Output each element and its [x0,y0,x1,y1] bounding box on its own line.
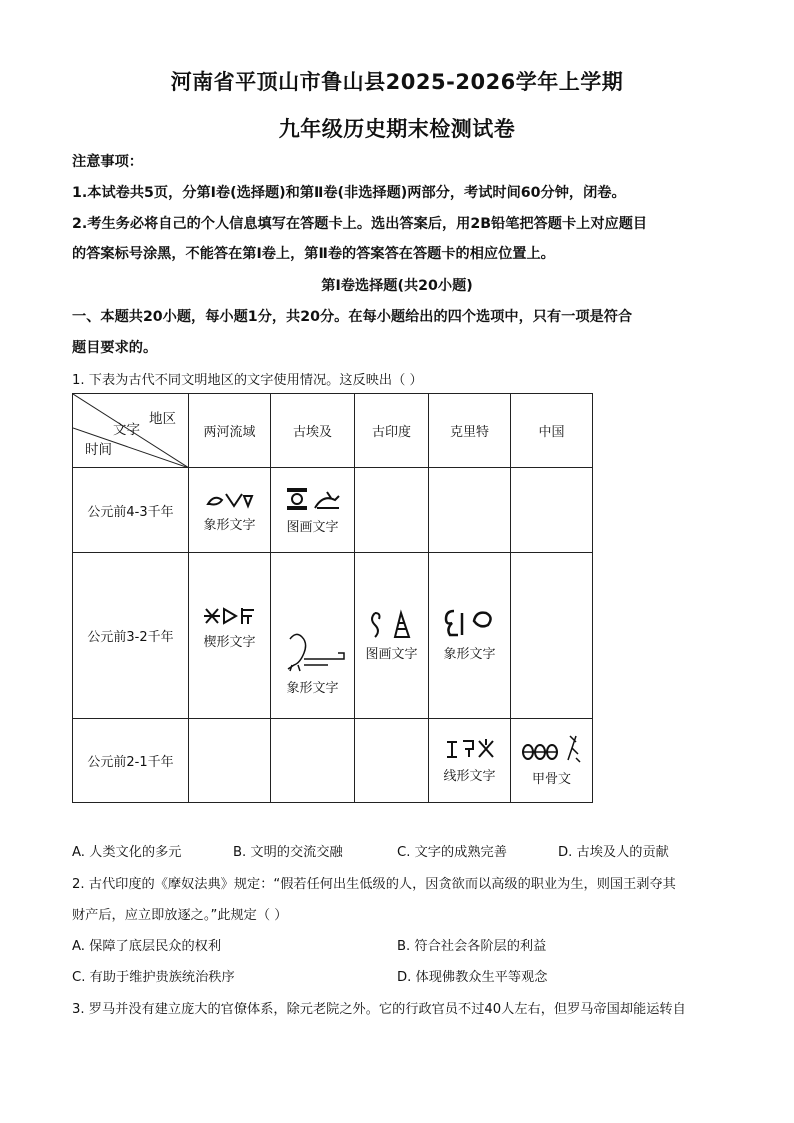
table-corner-cell [73,394,189,468]
q1-option-c: C. 文字的成熟完善 [397,845,507,860]
indus-picture-glyph-icon [367,609,417,639]
q2-option-a: A. 保障了底层民众的权利 [72,939,222,954]
q2-option-c: C. 有助于维护贵族统治秩序 [72,970,235,985]
script-cell [429,719,511,803]
q1-option-d: D. 古埃及人的贡献 [558,845,669,860]
exam-title-line2: 九年级历史期末检测试卷 [278,117,516,141]
period-cell: 公元前4-3千年 [73,468,189,553]
script-label: 甲骨文 [531,772,571,787]
region-header: 中国 [511,394,593,468]
q3-stem-line1: 3. 罗马并没有建立庞大的官僚体系，除元老院之外。它的行政官员不过40人左右，但罗马帝国却能运转自 [72,1002,686,1017]
script-label: 图画文字 [365,647,418,662]
corner-label-time: 时间 [85,442,112,458]
script-cell [189,553,271,719]
empty-cell [511,553,593,719]
script-label: 象形文字 [203,517,256,533]
q1-option-b: B. 文明的交流交融 [233,845,343,860]
script-label: 象形文字 [443,647,496,662]
q2-option-d: D. 体现佛教众生平等观念 [397,970,548,985]
linear-script-glyph-icon [443,737,497,761]
period-cell: 公元前3-2千年 [73,553,189,719]
empty-cell [355,468,429,553]
region-header: 两河流域 [189,394,271,468]
oracle-bone-glyph-icon [520,734,584,764]
script-label: 象形文字 [286,681,339,696]
empty-cell [355,719,429,803]
egyptian-picture-glyph-icon [283,486,343,512]
region-header: 克里特 [429,394,511,468]
region-header: 古埃及 [271,394,355,468]
q2-stem-line2: 财产后，应立即放逐之。”此规定（ ） [72,908,288,923]
script-label: 楔形文字 [203,635,256,650]
pictograph-glyph-icon [204,488,256,510]
empty-cell [189,719,271,803]
notice-heading: 注意事项： [72,154,143,170]
q1-script-table [72,393,593,803]
cuneiform-glyph-icon [202,605,258,627]
script-cell [511,719,593,803]
section-intro-line2: 题目要求的。 [72,340,158,356]
empty-cell [271,719,355,803]
script-label: 图画文字 [286,519,339,535]
section-heading: 第Ⅰ卷选择题(共20小题) [321,278,473,294]
notice-item-2-line2: 的答案标号涂黑，不能答在第Ⅰ卷上，第Ⅱ卷的答案答在答题卡的相应位置上。 [72,246,555,262]
script-label: 线形文字 [443,769,496,784]
q2-stem-line1: 2. 古代印度的《摩奴法典》规定：“假若任何出生低级的人，因贪欲而以高级的职业为生，则国王剥夺其 [72,877,676,892]
notice-item-1: 1.本试卷共5页，分第Ⅰ卷(选择题)和第Ⅱ卷(非选择题)两部分，考试时间60分钟，闭卷。 [72,185,626,201]
hieroglyph-bird-icon [278,629,348,673]
corner-label-script: 文字 [113,422,140,438]
q1-stem: 1. 下表为古代不同文明地区的文字使用情况。这反映出（ ） [72,373,423,388]
q1-option-a: A. 人类文化的多元 [72,845,182,860]
corner-label-region: 地区 [149,411,176,427]
script-cell [429,553,511,719]
empty-cell [429,468,511,553]
cretan-pictograph-icon [442,607,498,639]
script-cell [189,468,271,553]
script-cell [271,468,355,553]
region-header: 古印度 [355,394,429,468]
q2-option-b: B. 符合社会各阶层的利益 [397,939,547,954]
empty-cell [511,468,593,553]
period-cell: 公元前2-1千年 [73,719,189,803]
exam-title-line1: 河南省平顶山市鲁山县2025-2026学年上学期 [170,70,624,94]
script-cell [355,553,429,719]
script-cell [271,553,355,719]
notice-item-2-line1: 2.考生务必将自己的个人信息填写在答题卡上。选出答案后，用2B铅笔把答题卡上对应题目 [72,216,648,232]
section-intro-line1: 一、本题共20小题，每小题1分，共20分。在每小题给出的四个选项中，只有一项是符合 [72,309,633,325]
